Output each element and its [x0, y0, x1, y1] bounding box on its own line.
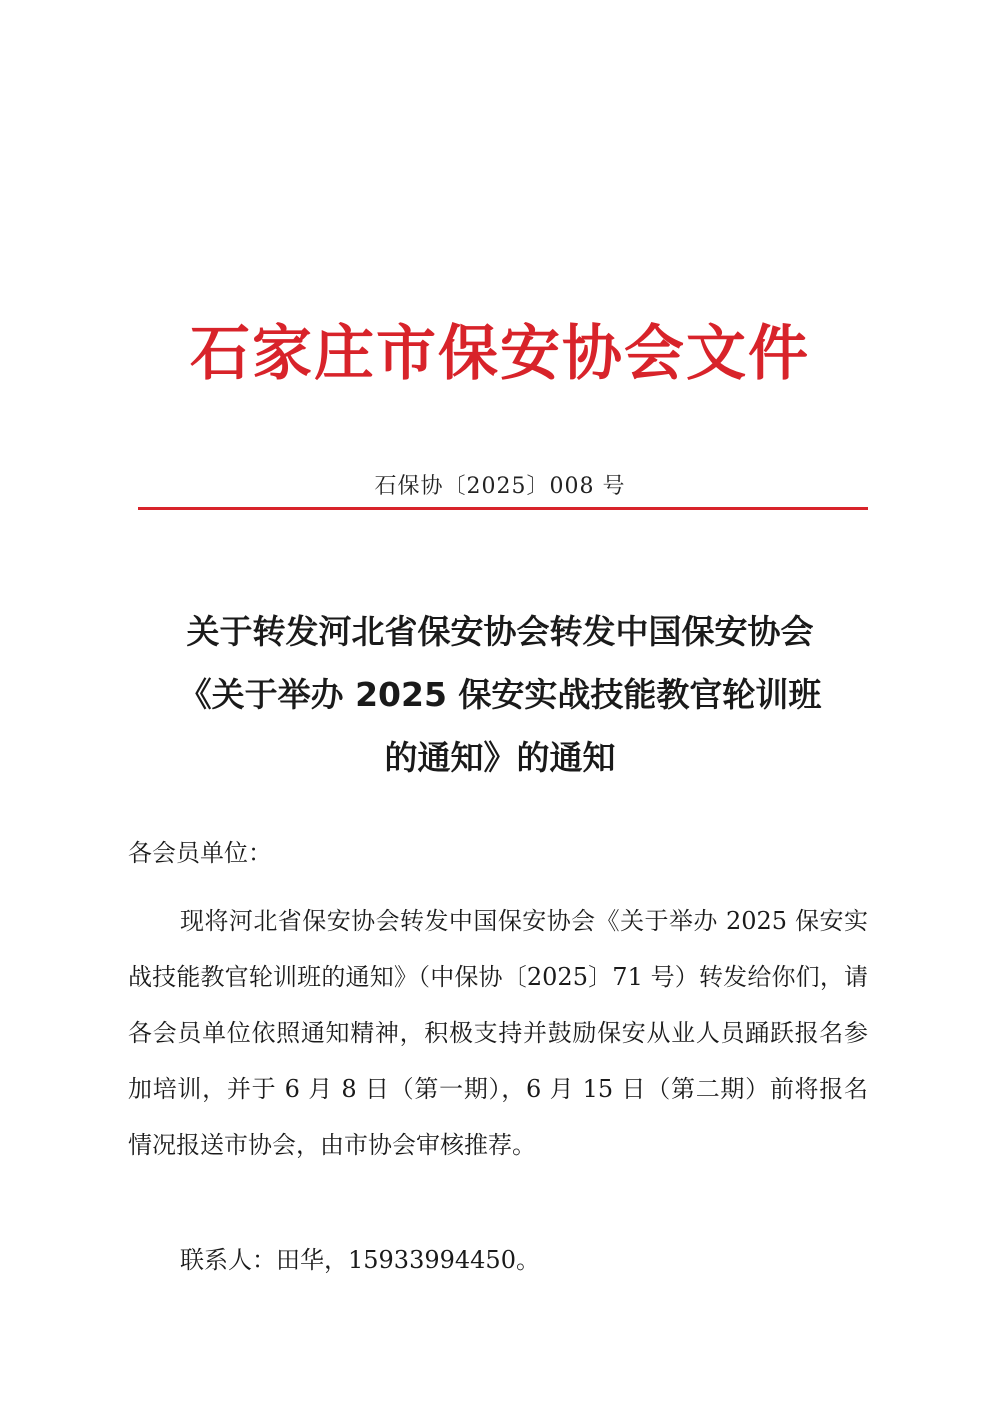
notice-title-line-2: 《关于举办 2025 保安实战技能教官轮训班: [178, 675, 822, 714]
org-document-title: 石家庄市保安协会文件: [190, 319, 810, 389]
salutation: 各会员单位：: [128, 839, 272, 867]
notice-title-line-3: 的通知》的通知: [384, 738, 616, 777]
notice-title: [100, 600, 900, 789]
contact-line: 联系人：田华，15933994450。: [180, 1246, 540, 1274]
red-divider-line: [138, 507, 868, 510]
notice-title-line-1: 关于转发河北省保安协会转发中国保安协会: [186, 612, 814, 651]
document-number: 石保协〔2025〕008 号: [374, 474, 626, 499]
body-paragraph: 现将河北省保安协会转发中国保安协会《关于举办 2025 保安实战技能教官轮训班的通知》（中保协〔2025〕71 号）转发给你们，请各会员单位依照通知精神，积极支持并鼓励保安从业人员踊跃报名参加培训，并于 6 月 8 日（第一期），6 月 15 日（第二期）前将报名情况报送市协会，由市协会审核推荐。: [128, 907, 868, 1159]
